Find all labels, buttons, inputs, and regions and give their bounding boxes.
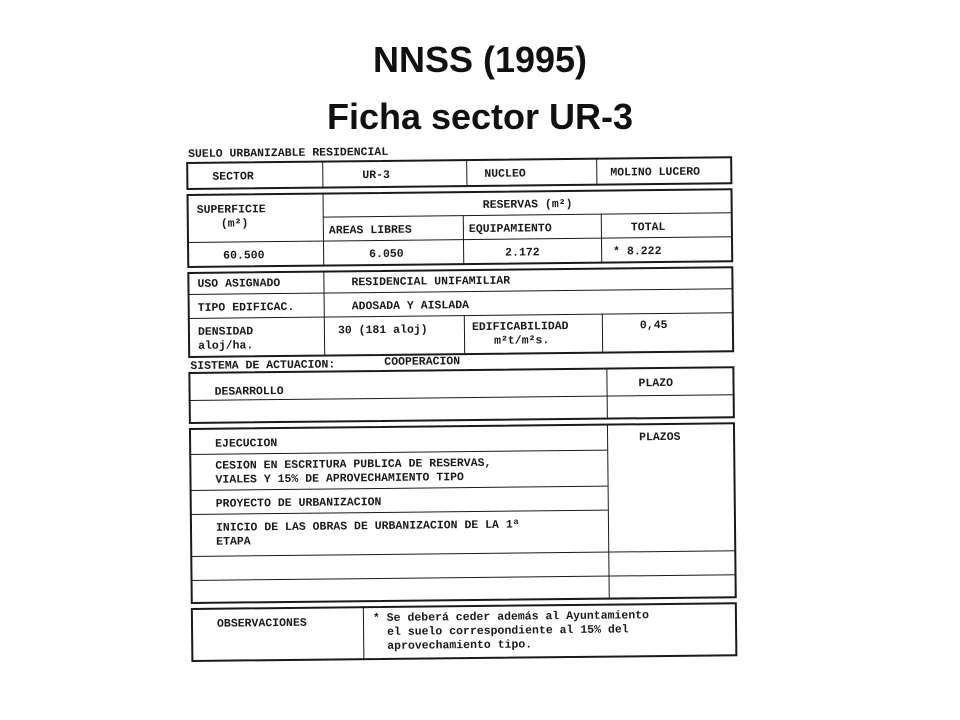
- uso-label: USO ASIGNADO: [197, 277, 281, 291]
- edificabilidad-unit: m²t/m²s.: [493, 334, 550, 348]
- areas-libres-value: 6.050: [369, 247, 404, 262]
- areas-libres-label: AREAS LIBRES: [328, 223, 412, 238]
- ejecucion-item1-line2: VIALES Y 15% DE APROVECHAMIENTO TIPO: [215, 471, 465, 487]
- densidad-unit: aloj/ha.: [198, 339, 254, 353]
- observaciones-line1: * Se deberá ceder además al Ayuntamiento: [372, 609, 650, 626]
- ejecucion-item3-line2: ETAPA: [216, 535, 251, 549]
- sector-label: SECTOR: [212, 170, 254, 184]
- nucleo-label: NUCLEO: [484, 167, 526, 181]
- plazos-label: PLAZOS: [639, 430, 681, 445]
- ejecucion-item1-line1: CESION EN ESCRITURA PUBLICA DE RESERVAS,: [215, 456, 492, 473]
- slide-title-line1: NNSS (1995): [372, 39, 588, 80]
- observaciones-line3: aprovechamiento tipo.: [387, 638, 533, 653]
- equipamiento-value: 2.172: [505, 246, 540, 260]
- sistema-label: SISTEMA DE ACTUACION:: [190, 358, 336, 373]
- densidad-value: 30 (181 aloj): [337, 323, 428, 338]
- ficha-document: [186, 140, 743, 662]
- tipo-label: TIPO EDIFICAC.: [197, 300, 295, 315]
- total-label: TOTAL: [630, 220, 666, 235]
- uso-value: RESIDENCIAL UNIFAMILIAR: [351, 274, 511, 290]
- sistema-value: COOPERACION: [384, 355, 461, 369]
- superficie-label: SUPERFICIE: [196, 203, 266, 217]
- ejecucion-item3-line1: INICIO DE LAS OBRAS DE URBANIZACION DE LA 1ª: [215, 518, 520, 535]
- reservas-label: RESERVAS (m²): [482, 197, 573, 212]
- desarrollo-label: DESARROLLO: [214, 384, 284, 399]
- densidad-label: DENSIDAD: [197, 325, 254, 339]
- nucleo-value: MOLINO LUCERO: [610, 165, 701, 180]
- edificabilidad-value: 0,45: [639, 318, 668, 333]
- plazo-label: PLAZO: [638, 376, 674, 391]
- equipamiento-label: EQUIPAMIENTO: [468, 222, 552, 237]
- slide-title-line2: Ficha sector UR-3: [326, 96, 634, 137]
- total-value: * 8.222: [613, 245, 662, 259]
- ficha-header: SUELO URBANIZABLE RESIDENCIAL: [188, 145, 389, 161]
- superficie-value: 60.500: [223, 249, 265, 263]
- observaciones-label: OBSERVACIONES: [216, 616, 307, 631]
- ejecucion-label: EJECUCION: [215, 437, 278, 451]
- observaciones-line2: el suelo correspondiente al 15% del: [387, 623, 629, 639]
- superficie-unit: (m²): [220, 217, 249, 231]
- edificabilidad-label: EDIFICABILIDAD: [471, 320, 569, 335]
- ejecucion-item2: PROYECTO DE URBANIZACION: [215, 495, 382, 511]
- sector-value: UR-3: [362, 168, 390, 183]
- tipo-value: ADOSADA Y AISLADA: [351, 299, 470, 314]
